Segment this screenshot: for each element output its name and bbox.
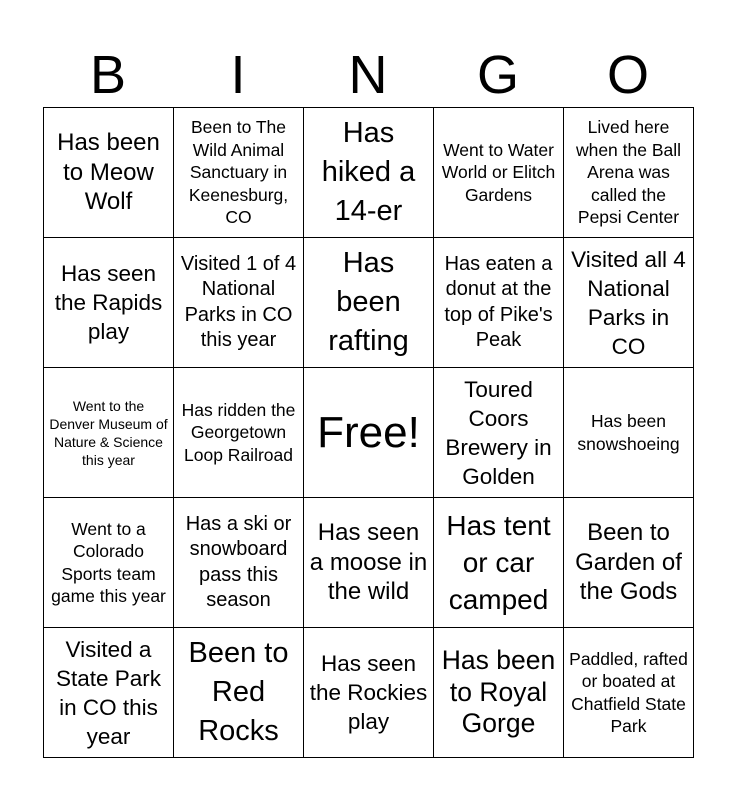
bingo-cell-r5c3[interactable] [304,628,434,758]
header-letter-g: G [476,45,519,105]
cell-label: Has been to Meow Wolf [57,129,160,216]
bingo-cell-r2c5[interactable] [564,238,694,368]
cell-label: Been to Red Rocks [188,637,289,747]
bingo-cell-r5c4[interactable] [434,628,564,758]
bingo-cell-r2c4[interactable] [434,238,564,368]
cell-label: Has seen a moose in the wild [309,519,428,606]
bingo-cell-r2c2[interactable] [174,238,304,368]
cell-label: Toured Coors Brewery in Golden [445,376,552,489]
bingo-grid [43,107,694,758]
cell-label: Has seen the Rapids play [54,261,163,344]
cell-label: Paddled, rafted or boated at Chatfield State Park [569,648,688,736]
bingo-cell-r5c2[interactable] [174,628,304,758]
cell-label: Has been snowshoeing [577,411,680,454]
bingo-cell-r3c4[interactable] [434,368,564,498]
bingo-cell-r1c4[interactable] [434,108,564,238]
cell-label: Lived here when the Ball Arena was called the Pepsi Center [575,117,682,228]
bingo-cell-r3c5[interactable] [564,368,694,498]
cell-label: Has seen the Rockies play [309,651,428,734]
bingo-cell-r1c2[interactable] [174,108,304,238]
cell-label: Been to Garden of the Gods [575,519,682,606]
bingo-cell-r4c1[interactable] [44,498,174,628]
bingo-cell-r4c5[interactable] [564,498,694,628]
cell-label: Has eaten a donut at the top of Pike's Peak [444,252,553,351]
cell-label: Has tent or car camped [446,510,551,615]
bingo-cell-r5c1[interactable] [44,628,174,758]
bingo-header [43,42,693,108]
header-letter-b: B [89,45,127,105]
bingo-cell-r1c5[interactable] [564,108,694,238]
bingo-cell-r5c5[interactable] [564,628,694,758]
bingo-cell-r4c3[interactable] [304,498,434,628]
cell-label: Went to Water World or Elitch Gardens [441,139,556,205]
cell-label: Visited all 4 National Parks in CO [571,246,686,359]
cell-label: Visited 1 of 4 National Parks in CO this year [180,252,297,351]
bingo-cell-r1c3[interactable] [304,108,434,238]
bingo-cell-r4c4[interactable] [434,498,564,628]
header-letter-o: O [606,45,649,105]
bingo-cell-r2c1[interactable] [44,238,174,368]
cell-label: Has been to Royal Gorge [441,645,556,739]
header-letter-n: N [348,45,388,105]
cell-label: Been to The Wild Animal Sanctuary in Keenesburg, CO [188,117,289,228]
bingo-cell-r2c3[interactable] [304,238,434,368]
cell-label: Visited a State Park in CO this year [55,636,162,749]
bingo-cell-r3c1[interactable] [44,368,174,498]
cell-label: Went to the Denver Museum of Nature & Science this year [49,397,168,468]
cell-label: Has hiked a 14-er [321,117,416,227]
bingo-cell-r4c2[interactable] [174,498,304,628]
bingo-cell-r1c1[interactable] [44,108,174,238]
cell-label: Has been rafting [328,247,409,357]
cell-label: Has ridden the Georgetown Loop Railroad [181,399,296,465]
bingo-cell-free-space[interactable] [304,368,434,498]
bingo-cell-r3c2[interactable] [174,368,304,498]
free-space-label: Free! [317,407,420,457]
cell-label: Has a ski or snowboard pass this season [185,512,292,611]
cell-label: Went to a Colorado Sports team game this year [51,518,166,606]
header-letter-i: I [230,45,246,105]
